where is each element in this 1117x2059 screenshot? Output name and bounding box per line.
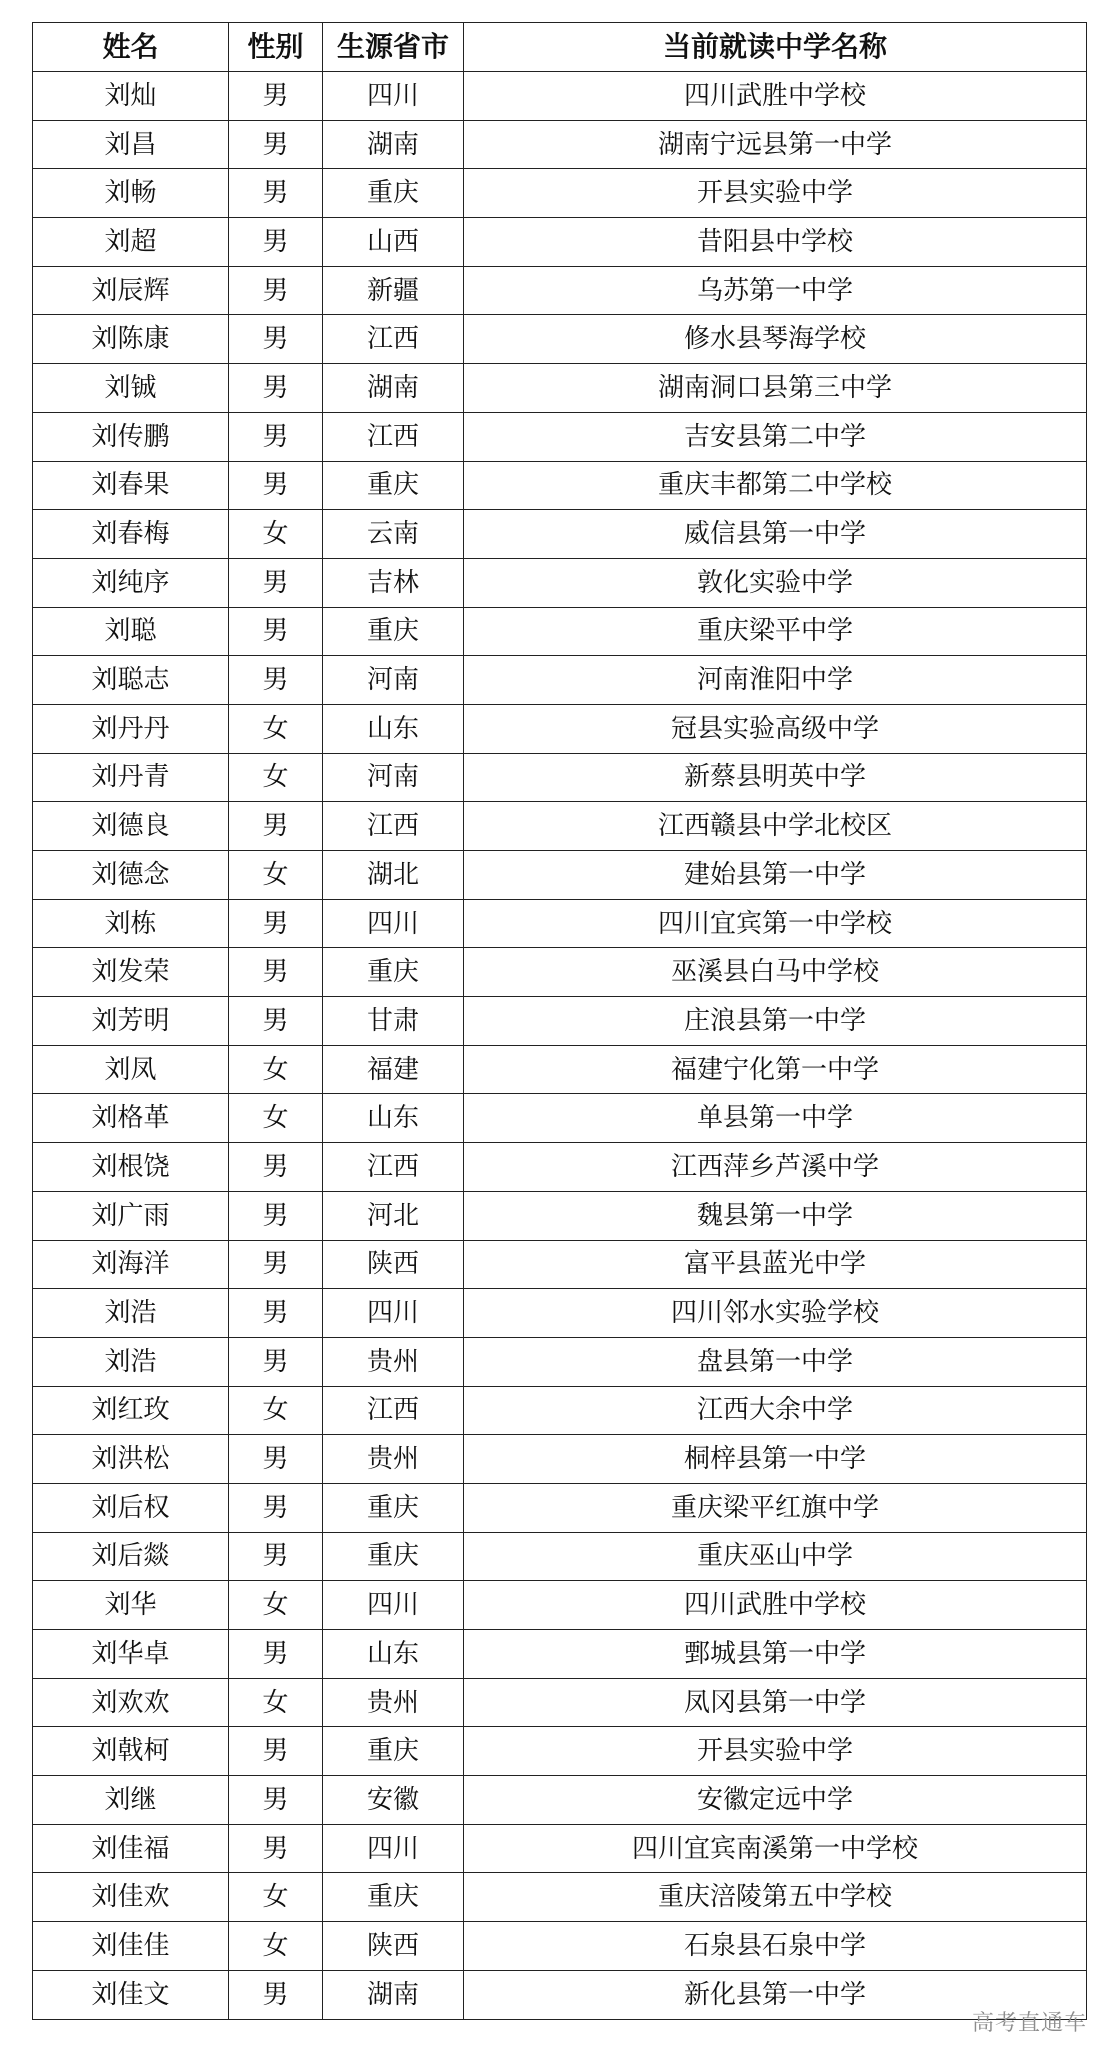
cell-name: 刘陈康 <box>33 315 229 364</box>
cell-school: 富平县蓝光中学 <box>464 1240 1087 1289</box>
cell-gender: 男 <box>229 607 323 656</box>
cell-school: 安徽定远中学 <box>464 1776 1087 1825</box>
cell-province: 四川 <box>323 72 464 121</box>
cell-province: 江西 <box>323 802 464 851</box>
table-row <box>33 1824 1087 1873</box>
cell-school: 四川宜宾第一中学校 <box>464 899 1087 948</box>
cell-school: 江西大余中学 <box>464 1386 1087 1435</box>
cell-school: 重庆梁平中学 <box>464 607 1087 656</box>
cell-school: 吉安县第二中学 <box>464 412 1087 461</box>
cell-province: 福建 <box>323 1045 464 1094</box>
cell-name: 刘海洋 <box>33 1240 229 1289</box>
cell-name: 刘栋 <box>33 899 229 948</box>
cell-school: 新化县第一中学 <box>464 1970 1087 2019</box>
table-row <box>33 1922 1087 1971</box>
cell-name: 刘超 <box>33 218 229 267</box>
cell-gender: 男 <box>229 218 323 267</box>
cell-province: 重庆 <box>323 1483 464 1532</box>
cell-name: 刘继 <box>33 1776 229 1825</box>
table-row <box>33 1337 1087 1386</box>
cell-province: 陕西 <box>323 1922 464 1971</box>
cell-gender: 男 <box>229 1824 323 1873</box>
cell-school: 福建宁化第一中学 <box>464 1045 1087 1094</box>
cell-gender: 女 <box>229 1873 323 1922</box>
table-row <box>33 753 1087 802</box>
cell-school: 江西赣县中学北校区 <box>464 802 1087 851</box>
cell-gender: 男 <box>229 1143 323 1192</box>
cell-name: 刘广雨 <box>33 1191 229 1240</box>
cell-school: 威信县第一中学 <box>464 510 1087 559</box>
cell-school: 湖南洞口县第三中学 <box>464 364 1087 413</box>
cell-gender: 女 <box>229 851 323 900</box>
cell-school: 修水县琴海学校 <box>464 315 1087 364</box>
table-row <box>33 1678 1087 1727</box>
table-row <box>33 704 1087 753</box>
cell-name: 刘根饶 <box>33 1143 229 1192</box>
table-row <box>33 1386 1087 1435</box>
cell-gender: 男 <box>229 558 323 607</box>
cell-school: 四川邻水实验学校 <box>464 1289 1087 1338</box>
table-row <box>33 1776 1087 1825</box>
table-row <box>33 315 1087 364</box>
table-row <box>33 899 1087 948</box>
cell-name: 刘华 <box>33 1581 229 1630</box>
cell-province: 重庆 <box>323 948 464 997</box>
cell-province: 重庆 <box>323 1873 464 1922</box>
header-row <box>33 23 1087 72</box>
table-row <box>33 412 1087 461</box>
cell-province: 河南 <box>323 656 464 705</box>
cell-province: 江西 <box>323 1386 464 1435</box>
table-row <box>33 1532 1087 1581</box>
cell-gender: 男 <box>229 1970 323 2019</box>
cell-province: 四川 <box>323 1581 464 1630</box>
cell-gender: 男 <box>229 997 323 1046</box>
cell-school: 河南淮阳中学 <box>464 656 1087 705</box>
cell-province: 山东 <box>323 1094 464 1143</box>
cell-province: 吉林 <box>323 558 464 607</box>
cell-province: 重庆 <box>323 1532 464 1581</box>
cell-gender: 男 <box>229 802 323 851</box>
cell-school: 鄄城县第一中学 <box>464 1630 1087 1679</box>
cell-gender: 男 <box>229 120 323 169</box>
table-row <box>33 169 1087 218</box>
cell-name: 刘浩 <box>33 1289 229 1338</box>
table-row <box>33 851 1087 900</box>
cell-name: 刘丹青 <box>33 753 229 802</box>
cell-province: 江西 <box>323 315 464 364</box>
cell-name: 刘佳欢 <box>33 1873 229 1922</box>
cell-province: 湖南 <box>323 364 464 413</box>
watermark: 高考直通车 <box>971 2011 1087 2036</box>
cell-school: 敦化实验中学 <box>464 558 1087 607</box>
cell-province: 云南 <box>323 510 464 559</box>
cell-school: 四川武胜中学校 <box>464 1581 1087 1630</box>
cell-province: 重庆 <box>323 607 464 656</box>
cell-gender: 男 <box>229 72 323 121</box>
table-row <box>33 1289 1087 1338</box>
table-row <box>33 1630 1087 1679</box>
cell-school: 四川宜宾南溪第一中学校 <box>464 1824 1087 1873</box>
cell-school: 凤冈县第一中学 <box>464 1678 1087 1727</box>
cell-gender: 男 <box>229 1776 323 1825</box>
cell-name: 刘芳明 <box>33 997 229 1046</box>
cell-name: 刘春梅 <box>33 510 229 559</box>
cell-province: 江西 <box>323 1143 464 1192</box>
cell-province: 重庆 <box>323 1727 464 1776</box>
cell-gender: 女 <box>229 1386 323 1435</box>
cell-name: 刘华卓 <box>33 1630 229 1679</box>
cell-province: 重庆 <box>323 169 464 218</box>
cell-school: 重庆梁平红旗中学 <box>464 1483 1087 1532</box>
cell-gender: 女 <box>229 1581 323 1630</box>
cell-school: 重庆巫山中学 <box>464 1532 1087 1581</box>
cell-province: 贵州 <box>323 1435 464 1484</box>
table-row <box>33 120 1087 169</box>
cell-gender: 男 <box>229 169 323 218</box>
table-header <box>33 23 1087 72</box>
table-row <box>33 461 1087 510</box>
cell-school: 开县实验中学 <box>464 169 1087 218</box>
cell-province: 贵州 <box>323 1678 464 1727</box>
table-row <box>33 997 1087 1046</box>
cell-school: 巫溪县白马中学校 <box>464 948 1087 997</box>
cell-name: 刘戟柯 <box>33 1727 229 1776</box>
cell-school: 重庆涪陵第五中学校 <box>464 1873 1087 1922</box>
cell-name: 刘佳福 <box>33 1824 229 1873</box>
cell-school: 单县第一中学 <box>464 1094 1087 1143</box>
column-header-school: 当前就读中学名称 <box>464 23 1087 72</box>
cell-province: 重庆 <box>323 461 464 510</box>
cell-name: 刘后权 <box>33 1483 229 1532</box>
cell-province: 湖南 <box>323 1970 464 2019</box>
table-row <box>33 72 1087 121</box>
cell-gender: 男 <box>229 412 323 461</box>
cell-gender: 男 <box>229 1240 323 1289</box>
table-row <box>33 218 1087 267</box>
cell-province: 甘肃 <box>323 997 464 1046</box>
table-row <box>33 510 1087 559</box>
cell-gender: 男 <box>229 1727 323 1776</box>
table-row <box>33 1191 1087 1240</box>
cell-gender: 男 <box>229 1630 323 1679</box>
cell-name: 刘浩 <box>33 1337 229 1386</box>
cell-name: 刘传鹏 <box>33 412 229 461</box>
cell-province: 四川 <box>323 899 464 948</box>
cell-name: 刘佳文 <box>33 1970 229 2019</box>
cell-gender: 女 <box>229 1678 323 1727</box>
cell-gender: 男 <box>229 656 323 705</box>
cell-name: 刘佳佳 <box>33 1922 229 1971</box>
cell-gender: 男 <box>229 1191 323 1240</box>
table-row <box>33 266 1087 315</box>
cell-school: 乌苏第一中学 <box>464 266 1087 315</box>
cell-name: 刘纯序 <box>33 558 229 607</box>
cell-gender: 女 <box>229 1922 323 1971</box>
table-row <box>33 656 1087 705</box>
cell-gender: 女 <box>229 1045 323 1094</box>
cell-name: 刘后燚 <box>33 1532 229 1581</box>
cell-name: 刘灿 <box>33 72 229 121</box>
cell-name: 刘铖 <box>33 364 229 413</box>
table-row <box>33 1045 1087 1094</box>
cell-gender: 男 <box>229 948 323 997</box>
cell-name: 刘春果 <box>33 461 229 510</box>
cell-province: 新疆 <box>323 266 464 315</box>
cell-name: 刘格革 <box>33 1094 229 1143</box>
cell-gender: 男 <box>229 1289 323 1338</box>
table-row <box>33 1483 1087 1532</box>
cell-gender: 男 <box>229 461 323 510</box>
cell-name: 刘红玫 <box>33 1386 229 1435</box>
cell-name: 刘聪 <box>33 607 229 656</box>
cell-province: 湖北 <box>323 851 464 900</box>
cell-province: 山东 <box>323 704 464 753</box>
cell-gender: 女 <box>229 704 323 753</box>
cell-gender: 男 <box>229 1532 323 1581</box>
column-header-province: 生源省市 <box>323 23 464 72</box>
cell-school: 盘县第一中学 <box>464 1337 1087 1386</box>
table-row <box>33 948 1087 997</box>
cell-province: 山西 <box>323 218 464 267</box>
cell-gender: 男 <box>229 266 323 315</box>
cell-name: 刘凤 <box>33 1045 229 1094</box>
cell-name: 刘欢欢 <box>33 1678 229 1727</box>
cell-school: 重庆丰都第二中学校 <box>464 461 1087 510</box>
cell-school: 开县实验中学 <box>464 1727 1087 1776</box>
cell-school: 桐梓县第一中学 <box>464 1435 1087 1484</box>
table-row <box>33 364 1087 413</box>
cell-province: 贵州 <box>323 1337 464 1386</box>
cell-school: 湖南宁远县第一中学 <box>464 120 1087 169</box>
table-row <box>33 1435 1087 1484</box>
cell-province: 陕西 <box>323 1240 464 1289</box>
cell-province: 江西 <box>323 412 464 461</box>
table-row <box>33 1143 1087 1192</box>
cell-province: 河南 <box>323 753 464 802</box>
cell-gender: 女 <box>229 510 323 559</box>
table-row <box>33 1970 1087 2019</box>
column-header-name: 姓名 <box>33 23 229 72</box>
cell-province: 山东 <box>323 1630 464 1679</box>
cell-name: 刘畅 <box>33 169 229 218</box>
table-row <box>33 1873 1087 1922</box>
cell-school: 庄浪县第一中学 <box>464 997 1087 1046</box>
student-roster-table <box>32 22 1087 2020</box>
cell-school: 新蔡县明英中学 <box>464 753 1087 802</box>
cell-gender: 男 <box>229 364 323 413</box>
table-row <box>33 802 1087 851</box>
cell-province: 河北 <box>323 1191 464 1240</box>
cell-province: 安徽 <box>323 1776 464 1825</box>
cell-school: 魏县第一中学 <box>464 1191 1087 1240</box>
cell-school: 石泉县石泉中学 <box>464 1922 1087 1971</box>
cell-gender: 女 <box>229 753 323 802</box>
column-header-gender: 性别 <box>229 23 323 72</box>
cell-school: 冠县实验高级中学 <box>464 704 1087 753</box>
cell-name: 刘辰辉 <box>33 266 229 315</box>
cell-school: 昔阳县中学校 <box>464 218 1087 267</box>
table-row <box>33 607 1087 656</box>
cell-name: 刘德念 <box>33 851 229 900</box>
cell-province: 湖南 <box>323 120 464 169</box>
cell-gender: 女 <box>229 1094 323 1143</box>
cell-school: 江西萍乡芦溪中学 <box>464 1143 1087 1192</box>
cell-province: 四川 <box>323 1289 464 1338</box>
table-row <box>33 558 1087 607</box>
cell-gender: 男 <box>229 1337 323 1386</box>
table-row <box>33 1581 1087 1630</box>
cell-school: 四川武胜中学校 <box>464 72 1087 121</box>
cell-name: 刘昌 <box>33 120 229 169</box>
cell-province: 四川 <box>323 1824 464 1873</box>
cell-gender: 男 <box>229 1483 323 1532</box>
cell-name: 刘洪松 <box>33 1435 229 1484</box>
table-row <box>33 1094 1087 1143</box>
cell-gender: 男 <box>229 315 323 364</box>
cell-name: 刘发荣 <box>33 948 229 997</box>
cell-gender: 男 <box>229 1435 323 1484</box>
table-row <box>33 1727 1087 1776</box>
cell-school: 建始县第一中学 <box>464 851 1087 900</box>
cell-name: 刘聪志 <box>33 656 229 705</box>
table-body <box>33 72 1087 2020</box>
cell-name: 刘丹丹 <box>33 704 229 753</box>
cell-gender: 男 <box>229 899 323 948</box>
table-row <box>33 1240 1087 1289</box>
cell-name: 刘德良 <box>33 802 229 851</box>
